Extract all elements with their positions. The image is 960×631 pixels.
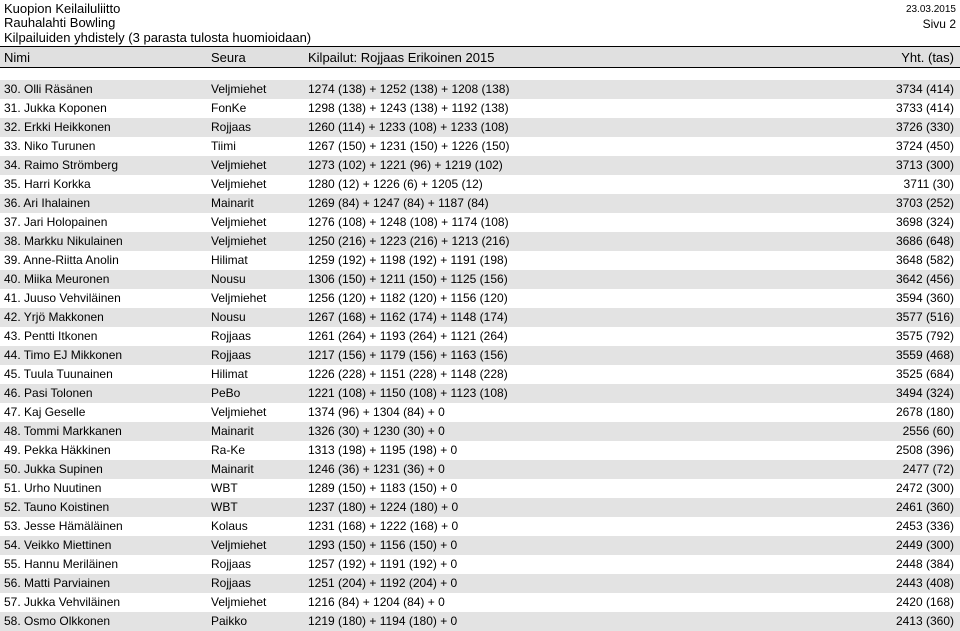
game-scores: 1273 (102) + 1221 (96) + 1219 (102) [308,158,503,172]
game-scores: 1267 (150) + 1231 (150) + 1226 (150) [308,139,510,153]
total-score: 2420 (168) [895,595,954,609]
total-score: 2443 (408) [895,576,954,590]
column-header-competitions: Kilpailut: Rojjaas Erikoinen 2015 [308,50,495,65]
total-score: 2472 (300) [895,481,954,495]
total-score: 3642 (456) [895,272,954,286]
total-score: 3594 (360) [895,291,954,305]
game-scores: 1298 (138) + 1243 (138) + 1192 (138) [308,101,509,115]
column-header-total: Yht. (tas) [901,50,954,65]
game-scores: 1256 (120) + 1182 (120) + 1156 (120) [308,291,508,305]
table-row [0,574,960,593]
table-row [0,536,960,555]
game-scores: 1267 (168) + 1162 (174) + 1148 (174) [308,310,508,324]
table-row [0,593,960,612]
page-number: Sivu 2 [922,17,956,31]
table-row [0,99,960,118]
total-score: 2449 (300) [895,538,954,552]
total-score: 3713 (300) [895,158,954,172]
club-name: Hilimat [211,253,248,267]
player-name: 39. Anne-Riitta Anolin [4,253,119,267]
club-name: PeBo [211,386,241,400]
table-row [0,479,960,498]
player-name: 46. Pasi Tolonen [4,386,93,400]
total-score: 3724 (450) [895,139,954,153]
table-row [0,612,960,631]
club-name: Veljmiehet [211,177,267,191]
player-name: 45. Tuula Tuunainen [4,367,113,381]
game-scores: 1217 (156) + 1179 (156) + 1163 (156) [308,348,508,362]
club-name: FonKe [211,101,247,115]
game-scores: 1257 (192) + 1191 (192) + 0 [308,557,458,571]
table-row [0,346,960,365]
game-scores: 1274 (138) + 1252 (138) + 1208 (138) [308,82,510,96]
player-name: 56. Matti Parviainen [4,576,111,590]
game-scores: 1251 (204) + 1192 (204) + 0 [308,576,458,590]
table-row [0,175,960,194]
game-scores: 1260 (114) + 1233 (108) + 1233 (108) [308,120,509,134]
player-name: 35. Harri Korkka [4,177,91,191]
total-score: 3575 (792) [895,329,954,343]
game-scores: 1374 (96) + 1304 (84) + 0 [308,405,445,419]
table-row [0,213,960,232]
table-row [0,422,960,441]
federation-name: Kuopion Keilailuliitto [4,1,121,16]
player-name: 30. Olli Räsänen [4,82,93,96]
game-scores: 1261 (264) + 1193 (264) + 1121 (264) [308,329,508,343]
game-scores: 1293 (150) + 1156 (150) + 0 [308,538,458,552]
column-header-name: Nimi [4,50,30,65]
total-score: 3525 (684) [895,367,954,381]
player-name: 41. Juuso Vehviläinen [4,291,121,305]
player-name: 33. Niko Turunen [4,139,96,153]
game-scores: 1216 (84) + 1204 (84) + 0 [308,595,445,609]
report-date: 23.03.2015 [905,4,956,15]
club-name: Kolaus [211,519,248,533]
total-score: 2508 (396) [895,443,954,457]
game-scores: 1231 (168) + 1222 (168) + 0 [308,519,459,533]
player-name: 49. Pekka Häkkinen [4,443,111,457]
total-score: 3733 (414) [895,101,954,115]
game-scores: 1269 (84) + 1247 (84) + 1187 (84) [308,196,489,210]
player-name: 53. Jesse Hämäläinen [4,519,123,533]
table-row [0,137,960,156]
player-name: 37. Jari Holopainen [4,215,108,229]
table-row [0,460,960,479]
club-name: Mainarit [211,424,254,438]
player-name: 57. Jukka Vehviläinen [4,595,121,609]
club-name: Veljmiehet [211,82,267,96]
player-name: 47. Kaj Geselle [4,405,86,419]
game-scores: 1313 (198) + 1195 (198) + 0 [308,443,458,457]
total-score: 3711 (30) [903,177,954,191]
club-name: Rojjaas [211,576,252,590]
total-score: 2461 (360) [895,500,954,514]
player-name: 31. Jukka Koponen [4,101,107,115]
total-score: 3703 (252) [895,196,954,210]
club-name: WBT [211,500,238,514]
table-row [0,289,960,308]
club-name: Veljmiehet [211,158,267,172]
table-row [0,308,960,327]
club-name: WBT [211,481,238,495]
club-name: Veljmiehet [211,234,267,248]
club-name: Mainarit [211,462,254,476]
total-score: 3726 (330) [895,120,954,134]
game-scores: 1289 (150) + 1183 (150) + 0 [308,481,458,495]
game-scores: 1280 (12) + 1226 (6) + 1205 (12) [308,177,483,191]
game-scores: 1326 (30) + 1230 (30) + 0 [308,424,445,438]
club-name: Paikko [211,614,248,628]
player-name: 48. Tommi Markkanen [4,424,122,438]
player-name: 50. Jukka Supinen [4,462,103,476]
club-name: Veljmiehet [211,595,267,609]
club-name: Nousu [211,310,246,324]
column-header-bar [0,46,960,68]
total-score: 2556 (60) [902,424,954,438]
club-name: Rojjaas [211,348,252,362]
player-name: 34. Raimo Strömberg [4,158,119,172]
player-name: 36. Ari Ihalainen [4,196,91,210]
total-score: 2413 (360) [895,614,954,628]
club-name: Hilimat [211,367,248,381]
club-name: Veljmiehet [211,291,267,305]
table-row [0,403,960,422]
table-row [0,517,960,536]
total-score: 2448 (384) [895,557,954,571]
total-score: 3648 (582) [895,253,954,267]
game-scores: 1306 (150) + 1211 (150) + 1125 (156) [308,272,508,286]
table-row [0,80,960,99]
table-row [0,156,960,175]
total-score: 3494 (324) [895,386,954,400]
total-score: 3698 (324) [895,215,954,229]
game-scores: 1221 (108) + 1150 (108) + 1123 (108) [308,386,508,400]
total-score: 2477 (72) [902,462,954,476]
player-name: 38. Markku Nikulainen [4,234,123,248]
table-row [0,118,960,137]
player-name: 44. Timo EJ Mikkonen [4,348,123,362]
total-score: 3686 (648) [895,234,954,248]
game-scores: 1250 (216) + 1223 (216) + 1213 (216) [308,234,510,248]
table-row [0,384,960,403]
player-name: 32. Erkki Heikkonen [4,120,111,134]
table-row [0,555,960,574]
player-name: 54. Veikko Miettinen [4,538,112,552]
table-row [0,441,960,460]
total-score: 3734 (414) [895,82,954,96]
club-name: Veljmiehet [211,405,267,419]
player-name: 55. Hannu Meriläinen [4,557,119,571]
club-name: Mainarit [211,196,254,210]
table-row [0,498,960,517]
table-row [0,194,960,213]
club-name: Rojjaas [211,557,252,571]
club-name: Rojjaas [211,329,252,343]
club-name: Rojjaas [211,120,252,134]
player-name: 40. Miika Meuronen [4,272,110,286]
game-scores: 1237 (180) + 1224 (180) + 0 [308,500,459,514]
club-name: Veljmiehet [211,538,267,552]
hall-name: Rauhalahti Bowling [4,15,116,30]
game-scores: 1226 (228) + 1151 (228) + 1148 (228) [308,367,508,381]
table-row [0,327,960,346]
club-name: Tiimi [211,139,236,153]
table-row [0,270,960,289]
total-score: 2453 (336) [895,519,954,533]
club-name: Veljmiehet [211,215,267,229]
total-score: 2678 (180) [895,405,954,419]
club-name: Nousu [211,272,246,286]
table-row [0,232,960,251]
game-scores: 1219 (180) + 1194 (180) + 0 [308,614,458,628]
club-name: Ra-Ke [211,443,246,457]
column-header-club: Seura [211,50,246,65]
total-score: 3559 (468) [895,348,954,362]
player-name: 43. Pentti Itkonen [4,329,98,343]
player-name: 42. Yrjö Makkonen [4,310,104,324]
player-name: 52. Tauno Koistinen [4,500,110,514]
report-title: Kilpailuiden yhdistely (3 parasta tulosta huomioidaan) [4,30,312,45]
player-name: 51. Urho Nuutinen [4,481,102,495]
results-table [0,80,960,631]
table-row [0,251,960,270]
total-score: 3577 (516) [895,310,954,324]
game-scores: 1246 (36) + 1231 (36) + 0 [308,462,445,476]
table-row [0,365,960,384]
player-name: 58. Osmo Olkkonen [4,614,111,628]
game-scores: 1276 (108) + 1248 (108) + 1174 (108) [308,215,509,229]
game-scores: 1259 (192) + 1198 (192) + 1191 (198) [308,253,508,267]
